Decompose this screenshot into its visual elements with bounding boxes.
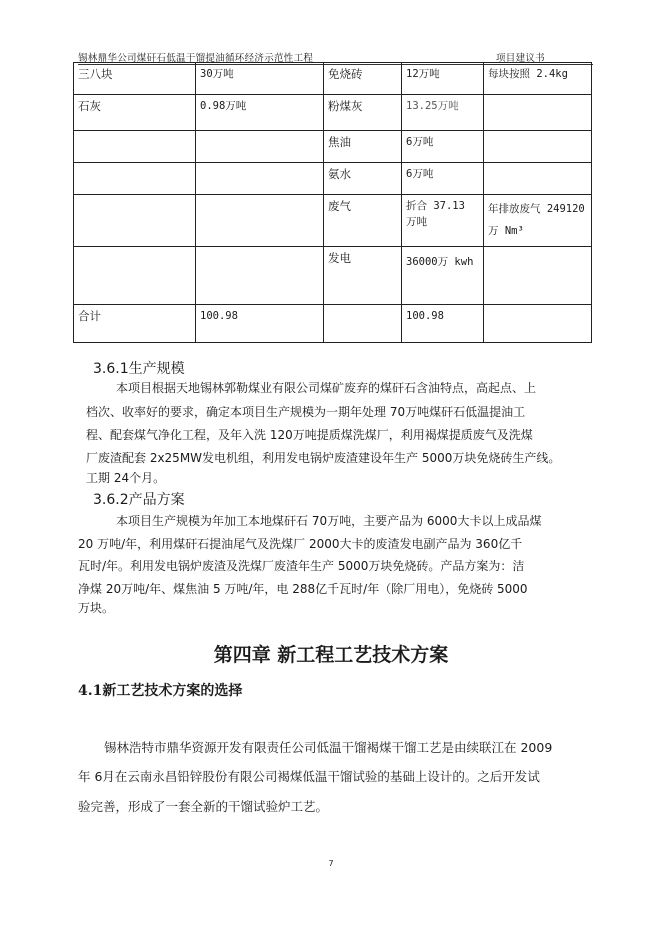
table-cell: 6万吨 [402,131,484,163]
table-cell [74,131,196,163]
table-cell: 0.98万吨 [196,95,324,131]
paragraph-line: 档次、收率好的要求，确定本项目生产规模为一期年处理 70万吨煤矸石低温提油工 [86,405,526,419]
table-cell: 13.25万吨 [402,95,484,131]
table-cell: 粉煤灰 [324,95,402,131]
table-cell: 氨水 [324,163,402,195]
table-cell: 12万吨 [402,63,484,95]
paragraph-line: 厂废渣配套 2x25MW发电机组，利用发电锅炉废渣建设年生产 5000万块免烧砖生产线。 [86,451,561,465]
table-cell: 焦油 [324,131,402,163]
table-cell: 每块按照 2.4kg [484,63,592,95]
table-row [74,163,592,195]
table-cell: 36000万 kwh [402,247,484,305]
table-cell: 年排放废气 249120万 Nm³ [484,195,592,247]
table-cell [196,163,324,195]
table-cell [484,163,592,195]
header-doc-type: 项目建议书 [495,53,545,64]
table-cell [484,131,592,163]
table-cell [196,131,324,163]
section-3-6-1-title: 3.6.1生产规模 [93,361,185,377]
paragraph-line: 20 万吨/年，利用煤矸石提油尾气及洗煤厂 2000大卡的废渣发电副产品为 360亿千 [78,537,523,551]
table-cell [196,195,324,247]
table-row [74,63,592,95]
table-row [74,305,592,343]
paragraph-line: 锡林浩特市鼎华资源开发有限责任公司低温干馏褐煤干馏工艺是由续联江在 2009 [104,740,553,755]
paragraph-line: 瓦时/年。利用发电锅炉废渣及洗煤厂废渣年生产 5000万块免烧砖。产品方案为：洁 [78,559,525,573]
paragraph-line: 净煤 20万吨/年、煤焦油 5 万吨/年，电 288亿千瓦时/年（除厂用电），免烧砖 5000 [78,582,528,596]
table-cell: 100.98 [196,305,324,343]
paragraph-line: 工期 24个月。 [86,471,166,485]
table-cell [74,163,196,195]
table-cell: 废气 [324,195,402,247]
table-row [74,247,592,305]
table-cell: 石灰 [74,95,196,131]
table-cell [74,247,196,305]
table-cell: 100.98 [402,305,484,343]
table-cell: 折合 37.13 万吨 [402,195,484,247]
paragraph-line: 本项目根据天地锡林郭勒煤业有限公司煤矿废弃的煤矸石含油特点，高起点、上 [116,381,537,395]
table-cell [74,195,196,247]
chapter-title: 第四章 新工程工艺技术方案 [213,644,449,666]
table-cell [196,247,324,305]
materials-table [73,62,592,343]
table-cell [484,247,592,305]
table-cell [324,305,402,343]
paragraph-line: 万块。 [78,601,115,615]
table-row [74,95,592,131]
table-cell: 发电 [324,247,402,305]
table-cell: 合计 [74,305,196,343]
section-3-6-2-title: 3.6.2产品方案 [93,492,185,508]
table-cell [484,95,592,131]
paragraph-line: 验完善，形成了一套全新的干馏试验炉工艺。 [78,799,329,814]
paragraph-line: 程、配套煤气净化工程，及年入洗 120万吨提质煤洗煤厂，利用褐煤提质废气及洗煤 [86,428,533,442]
paragraph-line: 年 6月在云南永昌铅锌股份有限公司褐煤低温干馏试验的基础上设计的。之后开发试 [78,769,540,784]
table-row [74,131,592,163]
table-row [74,195,592,247]
page-number: 7 [328,859,334,868]
paragraph-line: 本项目生产规模为年加工本地煤矸石 70万吨，主要产品为 6000大卡以上成品煤 [116,514,542,528]
table-cell: 6万吨 [402,163,484,195]
table-cell: 30万吨 [196,63,324,95]
table-cell [484,305,592,343]
section-4-1-title: 4.1新工艺技术方案的选择 [78,683,243,699]
table-cell: 三八块 [74,63,196,95]
header-title: 锡林鼎华公司煤矸石低温干馏提油循环经济示范性工程 [78,53,314,64]
table-cell: 免烧砖 [324,63,402,95]
